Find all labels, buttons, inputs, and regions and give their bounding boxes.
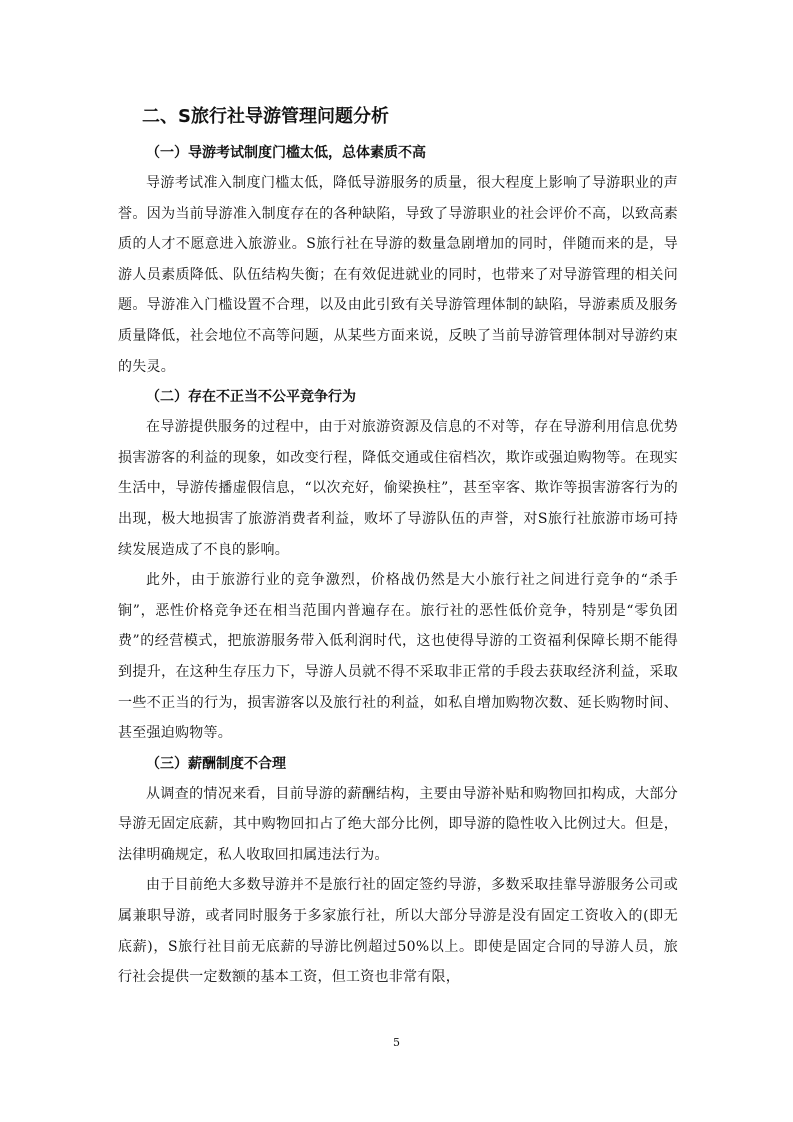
page-number: 5 [393,1036,400,1049]
subsection-heading-3: （三）薪酬制度不合理 [146,755,286,772]
paragraph: 导游考试准入制度门槛太低，降低导游服务的质量，很大程度上影响了导游职业的声誉。因为当前导游准入制度存在的各种缺陷，导致了导游职业的社会评价不高，以致高素质的人才不愿意进入旅游业。S旅行社在导游的数量急剧增加的同时，伴随而来的是，导游人员素质降低、队伍结构失衡；在有效促进就业的同时，也带来了对导游管理的相关问题。导游准入门槛设置不合理，以及由此引致有关导游管理体制的缺陷，导游素质及服务质量降低，社会地位不高等问题，从某些方面来说，反映了当前导游管理体制对导游约束的失灵。 [118,175,678,375]
paragraph: 由于目前绝大多数导游并不是旅行社的固定签约导游，多数采取挂靠导游服务公司或属兼职导游，或者同时服务于多家旅行社，所以大部分导游是没有固定工资收入的(即无底薪)，S旅行社目前无底薪的导游比例超过50%以上。即使是固定合同的导游人员，旅行社会提供一定数额的基本工资，但工资也非常有限， [118,877,678,986]
paragraph: 此外，由于旅游行业的竞争激烈，价格战仍然是大小旅行社之间进行竞争的“杀手锏”，恶性价格竞争还在相当范围内普遍存在。旅行社的恶性低价竞争，特别是“零负团费”的经营模式，把旅游服务带入低利润时代，这也使得导游的工资福利保障长期不能得到提升，在这种生存压力下，导游人员就不得不采取非正常的手段去获取经济利益，采取一些不正当的行为，损害游客以及旅行社的利益，如私自增加购物次数、延长购物时间、甚至强迫购物等。 [118,572,678,742]
paragraph: 从调查的情况来看，目前导游的薪酬结构，主要由导游补贴和购物回扣构成，大部分导游无固定底薪，其中购物回扣占了绝大部分比例，即导游的隐性收入比例过大。但是，法律明确规定，私人收取回扣属违法行为。 [118,785,678,863]
subsection-heading-1: （一）导游考试制度门槛太低，总体素质不高 [146,145,426,161]
paragraph: 在导游提供服务的过程中，由于对旅游资源及信息的不对等，存在导游利用信息优势损害游客的利益的现象，如改变行程，降低交通或住宿档次，欺诈或强迫购物等。在现实生活中，导游传播虚假信息，“以次充好，偷梁换柱”，甚至宰客、欺诈等损害游客行为的出现，极大地损害了旅游消费者利益，败坏了导游队伍的声誉，对S旅行社旅游市场可持续发展造成了不良的影响。 [118,419,678,558]
page-content [118,96,678,993]
section-title: 二、S旅行社导游管理问题分析 [142,106,389,127]
subsection-heading-2: （二）存在不正当不公平竞争行为 [146,389,356,406]
